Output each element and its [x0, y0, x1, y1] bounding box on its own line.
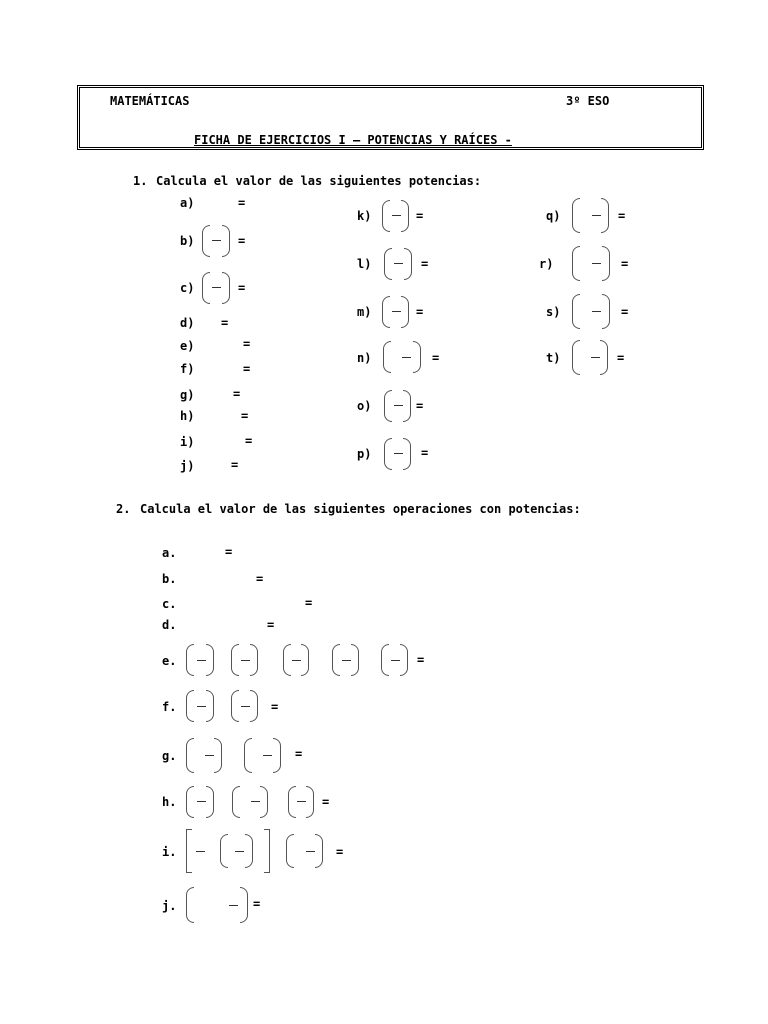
ex2-label-b: b.: [162, 572, 177, 586]
ex1-label-s: s): [546, 305, 561, 319]
ex2-label-j: j.: [162, 899, 177, 913]
ex1-equals-o: =: [416, 399, 424, 413]
exercise-1-number: 1.: [133, 174, 148, 188]
ex1-equals-m: =: [416, 305, 424, 319]
exercise-2-number: 2.: [116, 502, 131, 516]
grade-label: 3º ESO: [566, 94, 610, 108]
ex2-equals-j: =: [253, 897, 261, 911]
ex1-label-l: l): [357, 257, 372, 271]
ex1-label-e: e): [180, 339, 195, 353]
ex2-label-g: g.: [162, 749, 177, 763]
ex1-label-i: i): [180, 435, 195, 449]
ex1-equals-p: =: [421, 446, 429, 460]
ex2-equals-c: =: [305, 596, 313, 610]
exercise-2-instruction: Calcula el valor de las siguientes operaciones con potencias:: [140, 502, 581, 516]
subject-label: MATEMÁTICAS: [110, 94, 190, 108]
ex1-equals-d: =: [221, 316, 229, 330]
worksheet-title: FICHA DE EJERCICIOS I – POTENCIAS Y RAÍCES -: [194, 133, 512, 147]
ex1-equals-n: =: [432, 351, 440, 365]
ex2-equals-i: =: [336, 845, 344, 859]
ex1-label-b: b): [180, 234, 195, 248]
ex2-label-h: h.: [162, 795, 177, 809]
ex2-label-i: i.: [162, 845, 177, 859]
ex1-label-c: c): [180, 281, 195, 295]
ex1-equals-q: =: [618, 209, 626, 223]
ex1-equals-c: =: [238, 281, 246, 295]
ex1-label-m: m): [357, 305, 372, 319]
ex2-equals-h: =: [322, 795, 330, 809]
ex1-equals-l: =: [421, 257, 429, 271]
ex1-label-d: d): [180, 316, 195, 330]
ex1-equals-e: =: [243, 337, 251, 351]
ex1-label-p: p): [357, 447, 372, 461]
ex1-equals-r: =: [621, 257, 629, 271]
ex2-label-c: c.: [162, 597, 177, 611]
ex1-equals-f: =: [243, 362, 251, 376]
ex2-equals-d: =: [267, 618, 275, 632]
ex1-label-t: t): [546, 351, 561, 365]
ex1-label-h: h): [180, 409, 195, 423]
ex2-equals-e: =: [417, 653, 425, 667]
ex1-equals-k: =: [416, 209, 424, 223]
ex2-label-e: e.: [162, 654, 177, 668]
ex2-equals-b: =: [256, 572, 264, 586]
ex1-label-n: n): [357, 351, 372, 365]
exercise-1-instruction: Calcula el valor de las siguientes potencias:: [156, 174, 482, 188]
ex2-label-f: f.: [162, 700, 177, 714]
ex1-equals-s: =: [621, 305, 629, 319]
ex1-label-g: g): [180, 388, 195, 402]
ex1-equals-h: =: [241, 409, 249, 423]
ex1-equals-i: =: [245, 434, 253, 448]
ex1-label-r: r): [539, 257, 554, 271]
ex2-equals-f: =: [271, 700, 279, 714]
ex2-equals-g: =: [295, 747, 303, 761]
ex1-label-f: f): [180, 362, 195, 376]
ex1-label-q: q): [546, 209, 561, 223]
ex1-equals-g: =: [233, 387, 241, 401]
ex2-label-a: a.: [162, 546, 177, 560]
ex1-equals-a: =: [238, 196, 246, 210]
ex1-label-k: k): [357, 209, 372, 223]
ex1-equals-t: =: [617, 351, 625, 365]
ex1-label-j: j): [180, 459, 195, 473]
ex1-equals-b: =: [238, 234, 246, 248]
ex2-label-d: d.: [162, 618, 177, 632]
ex1-equals-j: =: [231, 458, 239, 472]
ex2-equals-a: =: [225, 545, 233, 559]
ex1-label-a: a): [180, 196, 195, 210]
ex1-label-o: o): [357, 399, 372, 413]
